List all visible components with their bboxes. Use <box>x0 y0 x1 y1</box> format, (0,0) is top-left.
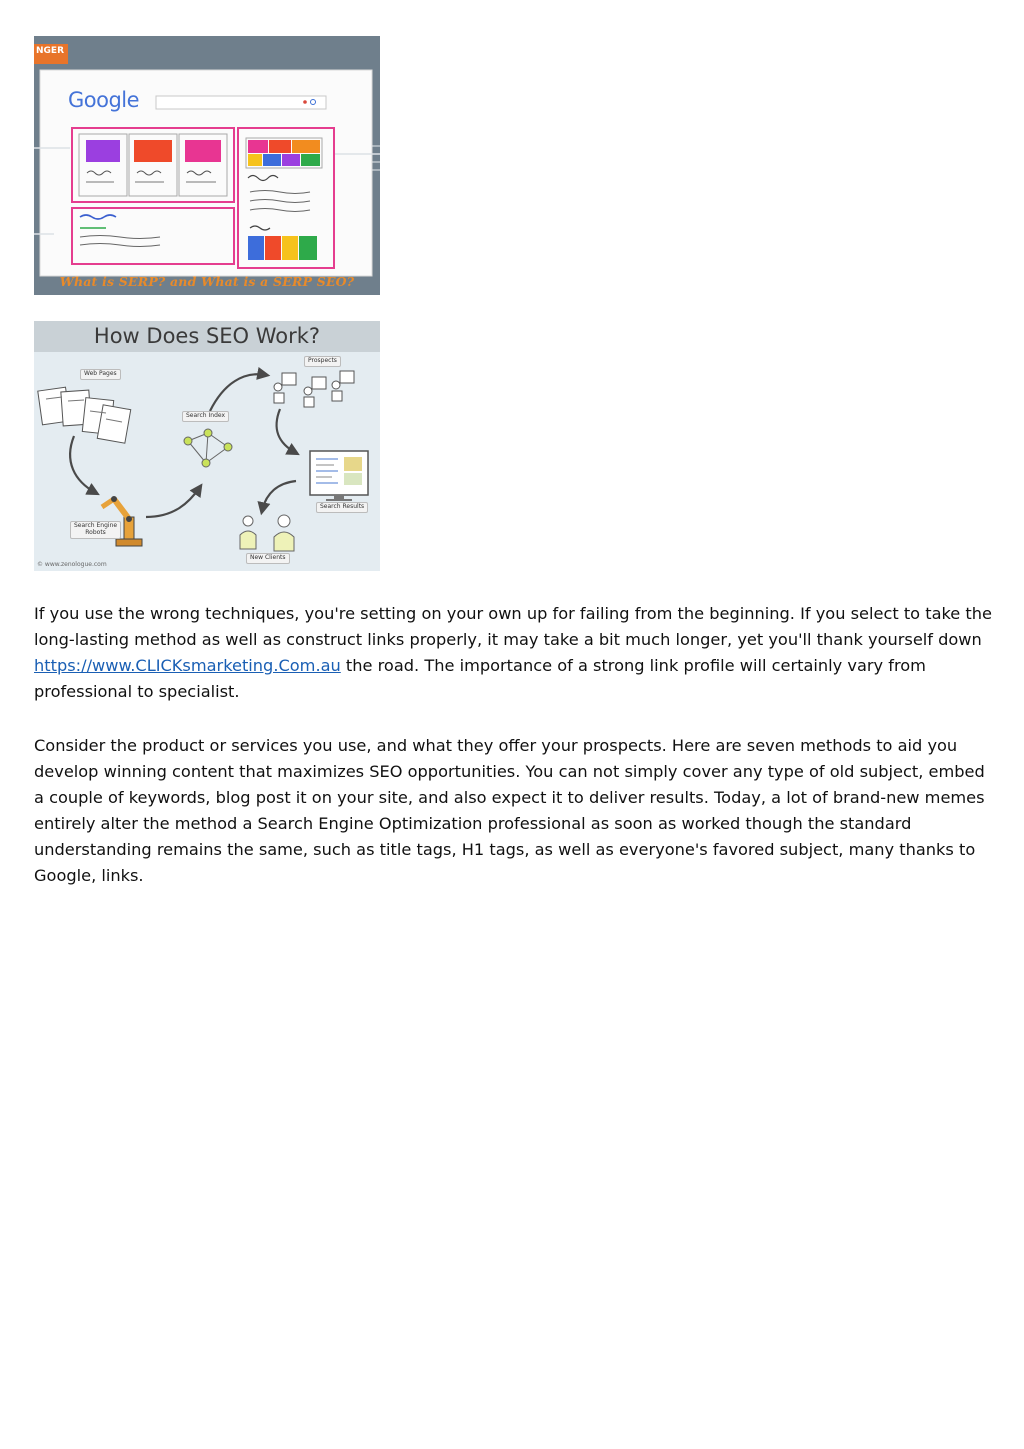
article-paragraph-1 <box>34 601 992 705</box>
serp-illustration-graphic <box>34 36 380 295</box>
label-robots-line2: Robots <box>85 528 106 536</box>
new-clients-icon <box>240 515 294 551</box>
prospects-icon <box>274 371 354 407</box>
clicksmarketing-link[interactable]: https://www.CLICKsmarketing.Com.au <box>34 656 341 675</box>
label-robots-line1: Search Engine <box>74 522 118 529</box>
label-search-index: Search Index <box>182 411 229 422</box>
label-web-pages: Web Pages <box>80 369 121 380</box>
serp-illustration <box>34 36 380 295</box>
label-search-results: Search Results <box>316 502 368 513</box>
label-prospects: Prospects <box>304 356 341 367</box>
para1-after-link: the road. The importance of a strong link profile will certainly vary from professional to specialist. <box>34 656 926 701</box>
google-logo-text: Google <box>68 88 140 112</box>
para1-before-link: If you use the wrong techniques, you're setting on your own up for failing from the beginning. If you select to take the long-lasting method as well as construct links properly, it may take a bit much longer, yet you'll thank yourself down <box>34 604 992 649</box>
label-search-engine-robots <box>70 521 121 539</box>
article-paragraph-2: Consider the product or services you use, and what they offer your prospects. Here are seven methods to aid you develop winning content that maximizes SEO opportunities. You can not simply cover any type of old subject, embed a couple of keywords, blog post it on your site, and also expect it to deliver results. Today, a lot of brand-new memes entirely alter the method a Search Engine Optimization professional as soon as worked though the standard understanding remains the same, such as title tags, H1 tags, as well as everyone's favored subject, many thanks to Google, links. <box>34 736 985 885</box>
label-new-clients: New Clients <box>246 553 290 564</box>
serp-caption: What is SERP? and What is a SERP SEO? <box>59 274 355 289</box>
search-index-graph-icon <box>184 429 232 467</box>
web-pages-icon <box>38 387 131 443</box>
google-logo <box>68 88 139 112</box>
search-results-monitor-icon <box>310 451 368 501</box>
seo-diagram <box>34 321 380 571</box>
seo-diagram-credit: © www.zenologue.com <box>37 561 107 568</box>
brand-badge: NGER <box>34 44 68 64</box>
seo-diagram-title: How Does SEO Work? <box>34 321 380 352</box>
